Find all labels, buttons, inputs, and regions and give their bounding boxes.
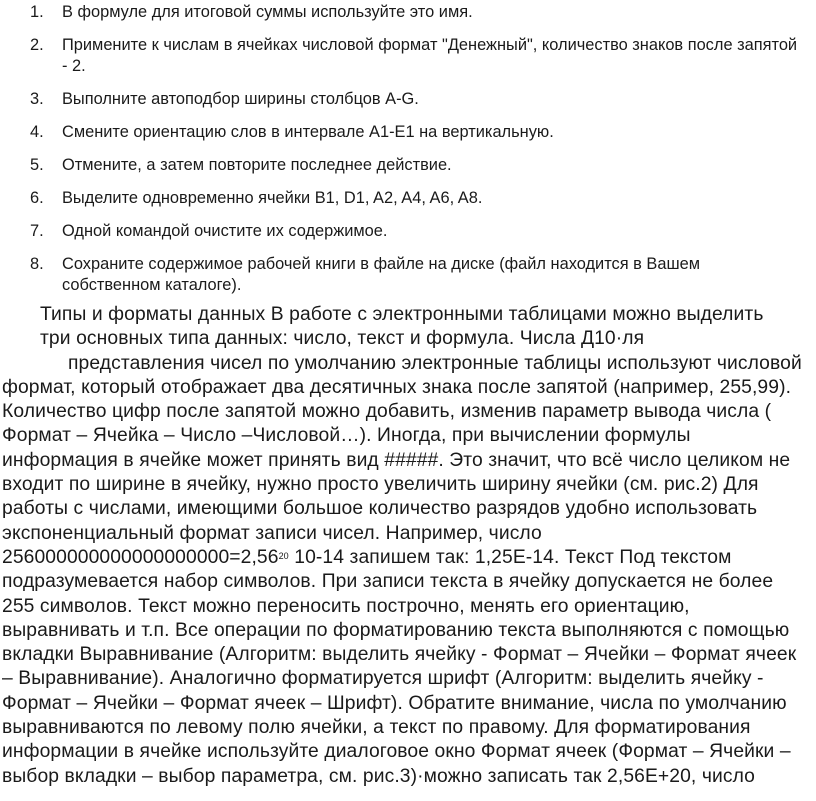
list-item-number: 4. xyxy=(30,123,44,141)
paragraph-body-part-1: формат, который отображает два десятичных знака после запятой (например, 255,99). Количество цифр после запятой можно добавить, изменив параметр вывода числа ( Формат – Ячейка – Число –Числовой…). Иногда, при вычислении формулы информация в ячейке может принять вид #####. Это значит, что всё число целиком не входит по ширине в ячейку, нужно просто увеличить ширину ячейки (см. рис.2) Для работы с числами, имеющими большое количество разрядов удобно использовать экспоненциальный формат записи чисел. Например, число 256000000000000000000=2,56 xyxy=(2,376,792,568)
list-item xyxy=(30,188,800,209)
list-item xyxy=(30,2,800,23)
list-item-number: 7. xyxy=(30,222,44,240)
paragraph-body-part-2: 10-14 запишем так: 1,25E-14. Текст Под текстом подразумевается набор символов. При записи текста в ячейку допускается не более 255 символов. Текст можно переносить построчно, менять его ориентацию, выравнивать и т.п. Все операции по форматированию текста выполняются с помощью вкладки Выравнивание (Алгоритм: выделить ячейку - Формат – Ячейки – Формат ячеек – Выравнивание). Аналогично форматируется шрифт (Алгоритм: выделить ячейку - Формат – Ячейки – Формат ячеек – Шрифт). Обратите внимание, числа по умолчанию выравниваются по левому полю ячейки, а текст по правому. Для форматирования информации в ячейке используйте диалоговое окно Формат ячеек (Формат – Ячейки – выбор вкладки – выбор параметра, см. рис.3)·можно записать так 2,56E+20, число xyxy=(2,546,797,787)
list-item-text: Одной командой очистите их содержимое. xyxy=(62,222,388,240)
list-item xyxy=(30,122,800,143)
list-item xyxy=(30,221,800,242)
list-item-text: В формуле для итоговой суммы используйте это имя. xyxy=(62,3,473,21)
list-item-text: Выделите одновременно ячейки B1, D1, A2, A4, A6, A8. xyxy=(62,189,483,207)
list-item-text: Смените ориентацию слов в интервале A1-E1 на вертикальную. xyxy=(62,123,554,141)
exponent-superscript: 20 xyxy=(278,550,289,561)
paragraph-line-3: представления чисел по умолчанию электронные таблицы используют числовой xyxy=(68,352,802,374)
paragraph-line-2: три основных типа данных: число, текст и формула. Числа Д10·ля xyxy=(40,328,645,350)
list-item xyxy=(30,89,800,110)
list-item-number: 3. xyxy=(30,90,44,108)
list-item-number: 6. xyxy=(30,189,44,207)
data-types-paragraph xyxy=(2,303,810,789)
list-item-number: 8. xyxy=(30,255,44,273)
list-item-number: 2. xyxy=(30,36,44,54)
task-list xyxy=(30,2,800,308)
list-item-text: Отмените, а затем повторите последнее действие. xyxy=(62,156,452,174)
list-item xyxy=(30,155,800,176)
list-item-number: 5. xyxy=(30,156,44,174)
list-item-text: Примените к числам в ячейках числовой формат "Денежный", количество знаков после запятой - 2. xyxy=(62,36,798,75)
paragraph-line-1: Типы и форматы данных В работе с электронными таблицами можно выделить xyxy=(40,304,764,325)
list-item xyxy=(30,35,800,77)
list-item-text: Выполните автоподбор ширины столбцов A-G. xyxy=(62,90,419,108)
list-item-number: 1. xyxy=(30,3,44,21)
paragraph-body xyxy=(2,376,810,789)
list-item xyxy=(30,254,800,296)
list-item-text: Сохраните содержимое рабочей книги в файле на диске (файл находится в Вашем собственном каталоге). xyxy=(62,255,700,294)
